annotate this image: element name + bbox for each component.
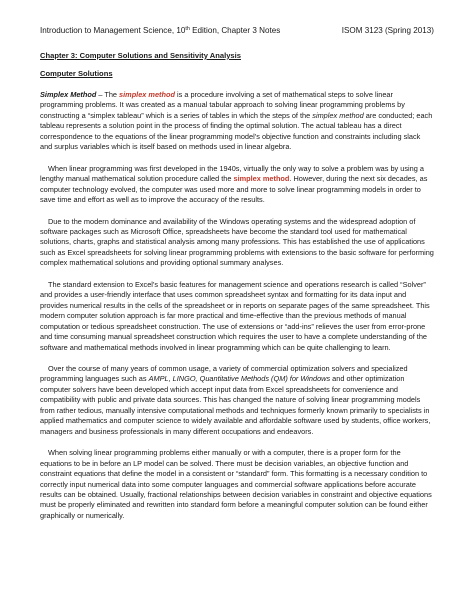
highlighted-term: simplex method <box>233 174 290 184</box>
paragraph-spreadsheets: Due to the modern dominance and availability of the Windows operating systems and the widespread adoption of software packages such as Microsoft Office, spreadsheets have become the standard tool used for mathematical solutions, charts, graphs and statistical analysis among many professions. This has established the use of applications such as Excel spreadsheets for solving linear programming problems with extensions to the basic software for performing complex mathematical solutions and providing optional summary analyses. <box>40 216 434 268</box>
defined-term: Simplex Method <box>40 90 97 99</box>
section-title: Computer Solutions <box>40 69 113 78</box>
course-title: Introduction to Management Science, 10th Edition, Chapter 3 Notes <box>40 26 281 35</box>
course-code: ISOM 3123 (Spring 2013) <box>341 26 434 35</box>
paragraph-solver: The standard extension to Excel’s basic features for management science and operations research is called “Solver” and provides a user-friendly interface that uses common spreadsheet syntax and formatting for its data input and provides numerical results in the cells of the spreadsheet or in reports on separate pages of the same spreadsheet. This modern computer solution approach is far more practical and time-effective than the previous methods of manual computation or tedious spreadsheet construction. The use of extensions or “add-ins” relieves the user from error-prone and time consuming manual spreadsheet construction which requires the user to have a complete understanding of the software and mathematical methods involved in linear programming which can be quite challenging to learn. <box>40 279 430 352</box>
highlighted-term: simplex method <box>119 90 175 99</box>
paragraph-standard-form: When solving linear programming problems either manually or with a computer, there is a proper form for the equations to be in before an LP model can be solved. There must be decision variables, an objective function and constraint equations that define the model in a consistent or “standard” form. This formatting is a necessary condition to correctly input numerical data into some computer languages and commercial software applications before accurate results can be obtained. Usually, fractional relationships between decision variables in constraint and objective equations must be properly eliminated and rewritten into standard form before a meaningful computer solution can be found either graphically or numerically. <box>40 448 432 520</box>
chapter-title: Chapter 3: Computer Solutions and Sensitivity Analysis <box>40 51 241 60</box>
paragraph-history: When linear programming was first developed in the 1940s, virtually the only way to solve a problem was by using a lengthy manual mathematical solution procedure called the simplex method. However, during the next six decades, as computer technology evolved, the computer was used more and more to solve linear programming models in order to save time and effort as well as to improve the accuracy of the results. <box>40 163 428 205</box>
page-header <box>40 26 434 36</box>
paragraph-commercial-solvers: Over the course of many years of common usage, a variety of commercial optimization solvers and specialized programming languages such as AMPL, LINGO, Quantitative Methods (QM) for Windows and other optimization computer solvers have been developed which accept input data from Excel spreadsheets for convenience and compatibility with public and private data sources. This has changed the nature of solving linear programming models from rather tedious, manually intensive computational methods and techniques formerly known primarily to specialists in applied mathematics and computer science to widely available and affordable software used by students, office workers, managers and business professionals in many different occupations and endeavors. <box>40 363 431 436</box>
paragraph-simplex-method: Simplex Method – The simplex method is a procedure involving a set of mathematical steps to solve linear programming problems. It was created as a manual tabular approach to solving linear programming problems by constructing a “simplex tableau” which is a series of tables in which the steps of the simplex method are conducted; each tableau represents a solution point in the process of finding the optimal solution. The actual tableau has a direct correspondence to the equations of the linear programming model’s objective function and constraints including slack and surplus variables which is itself based on methods used in linear algebra. <box>40 90 433 152</box>
